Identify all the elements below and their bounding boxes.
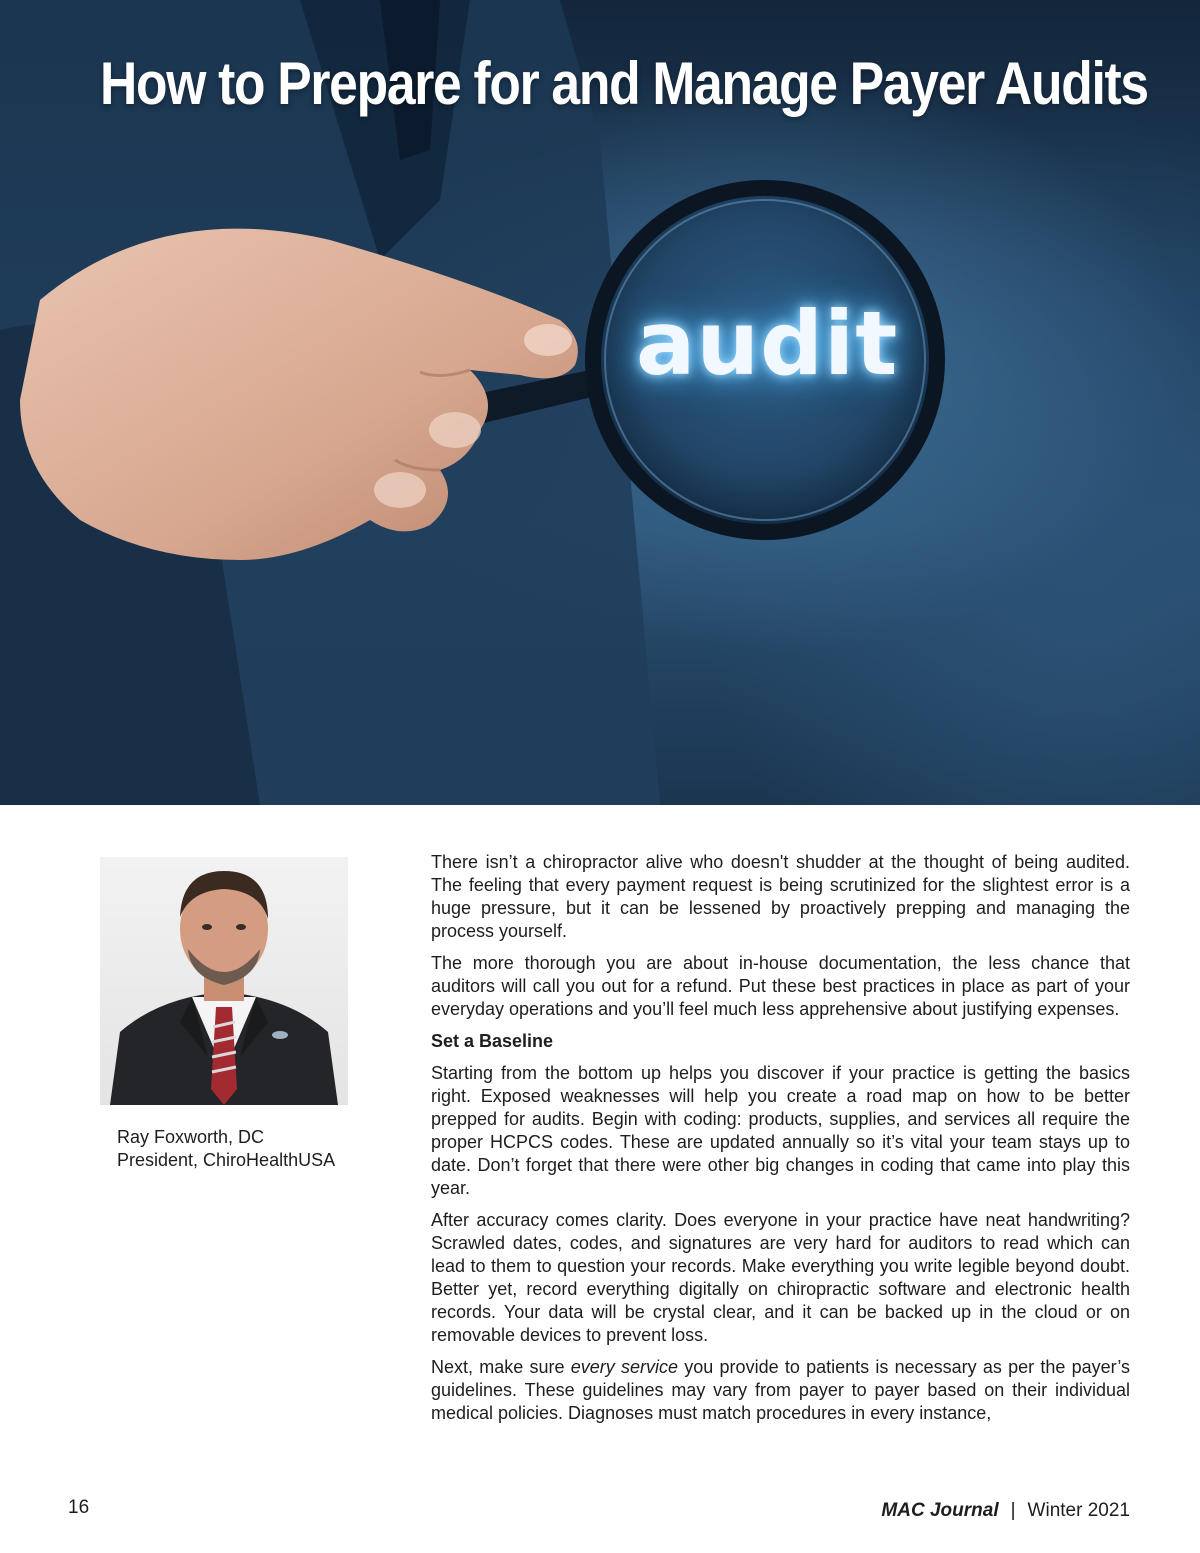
- author-portrait-illustration: [100, 857, 348, 1105]
- paragraph: There isn’t a chiropractor alive who doesn't shudder at the thought of being audited. The feeling that every payment request is being scrutinized for the slightest error is a huge pressure, but it can be lessened by proactively prepping and managing the process yourself.: [431, 852, 1130, 941]
- article-body: [431, 851, 1130, 1434]
- paragraph: The more thorough you are about in-house documentation, the less chance that auditors will call you out for a refund. Put these best practices in place as part of your everyday operations and you’ll feel much less apprehensive about justifying expenses.: [431, 953, 1130, 1019]
- paragraph-text: Next, make sure: [431, 1357, 571, 1377]
- author-role: President, ChiroHealthUSA: [117, 1150, 336, 1170]
- author-photo: [100, 857, 348, 1105]
- author-name: Ray Foxworth, DC: [117, 1127, 265, 1147]
- paragraph: [431, 1356, 1130, 1425]
- emphasis-text: every service: [570, 1357, 679, 1377]
- journal-name: MAC Journal: [881, 1500, 999, 1521]
- article-title: How to Prepare for and Manage Payer Audits: [100, 50, 1148, 117]
- paragraph: After accuracy comes clarity. Does everyone in your practice have neat handwriting? Scrawled dates, codes, and signatures are very hard for auditors to read which can lead to them to question your records. Make everything you write legible beyond doubt. Better yet, record everything digitally on chiropractic software and electronic health records. Your data will be crystal clear, and it can be backed up in the cloud or on removable devices to prevent loss.: [431, 1210, 1130, 1345]
- author-caption: [117, 1126, 377, 1172]
- issue-date: Winter 2021: [1027, 1500, 1130, 1521]
- page-number: 16: [68, 1497, 90, 1518]
- footer-separator: |: [1010, 1500, 1016, 1521]
- paragraph-text: you provide to patients is necessary as per the payer’s guidelines. These guidelines may vary from payer to payer based on their individual medical policies. Diagnoses must match procedures in every instance,: [431, 1357, 1131, 1423]
- running-footer: [881, 1500, 1130, 1522]
- paragraph: Starting from the bottom up helps you discover if your practice is getting the basics right. Exposed weaknesses will help you create a road map on how to be better prepped for audits. Begin with coding: products, supplies, and services all require the proper HCPCS codes. These are updated annually so it’s vital your team stays up to date. Don’t forget that there were other big changes in coding that came into play this year.: [431, 1063, 1130, 1198]
- lens-word: audit: [636, 292, 899, 395]
- section-heading: Set a Baseline: [431, 1031, 554, 1051]
